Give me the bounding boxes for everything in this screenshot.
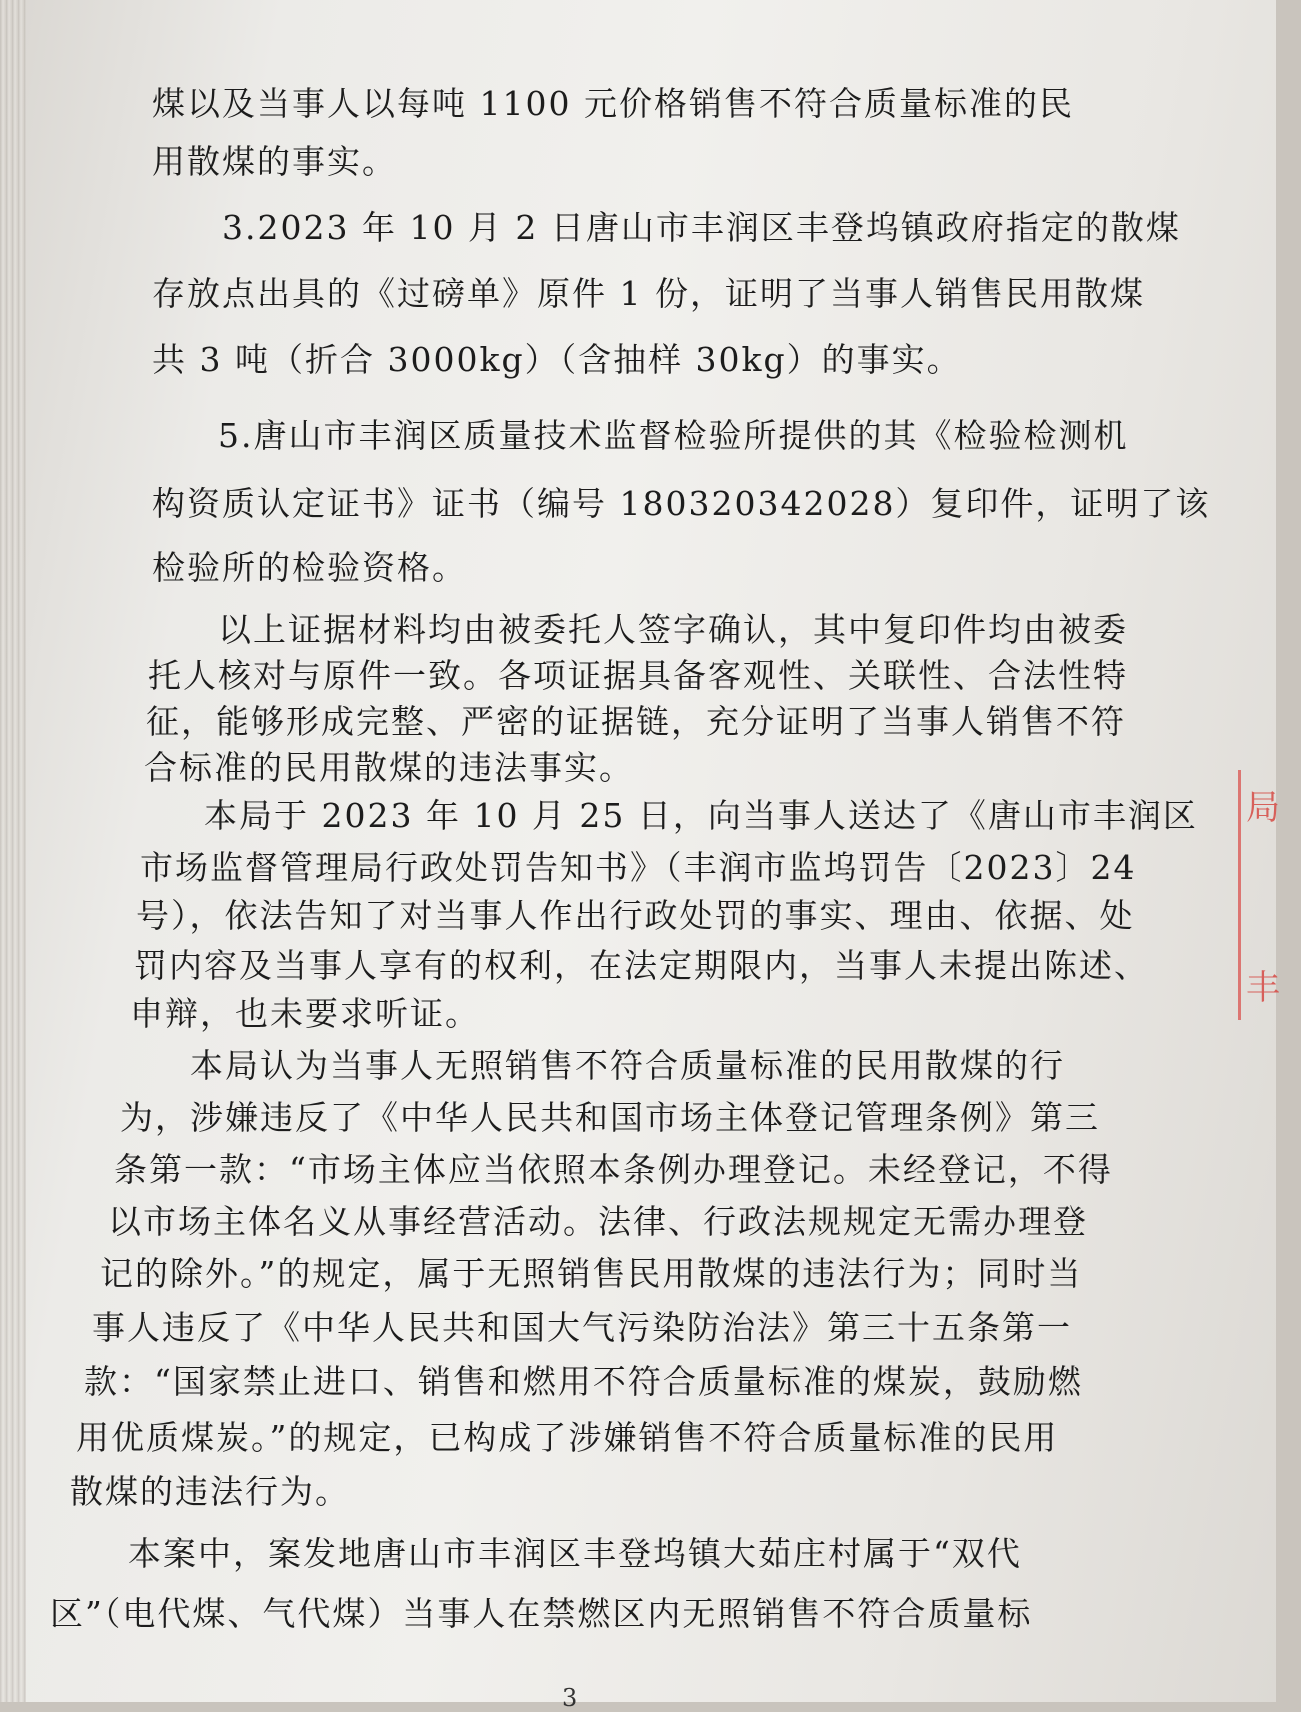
text-line: 征，能够形成完整、严密的证据链，充分证明了当事人销售不符 <box>146 702 1126 741</box>
text-line: 5.唐山市丰润区质量技术监督检验所提供的其《检验检测机 <box>218 416 1129 455</box>
text-line: 罚内容及当事人享有的权利，在法定期限内，当事人未提出陈述、 <box>134 946 1149 985</box>
page-number: 3 <box>562 1684 578 1712</box>
text-line: 散煤的违法行为。 <box>70 1472 350 1511</box>
seal-char: 局 <box>1246 788 1280 828</box>
text-line: 申辩，也未要求听证。 <box>130 994 480 1033</box>
text-line: 用散煤的事实。 <box>152 142 397 181</box>
text-line: 区”（电代煤、气代煤）当事人在禁燃区内无照销售不符合质量标 <box>50 1594 1033 1633</box>
text-line: 存放点出具的《过磅单》原件 1 份，证明了当事人销售民用散煤 <box>152 274 1145 313</box>
text-line: 号），依法告知了对当事人作出行政处罚的事实、理由、依据、处 <box>136 896 1135 935</box>
text-line: 以上证据材料均由被委托人签字确认，其中复印件均由被委 <box>218 610 1128 649</box>
text-line: 以市场主体名义从事经营活动。法律、行政法规规定无需办理登 <box>108 1202 1088 1241</box>
stacked-page-edges <box>0 0 26 1702</box>
seal-char: 丰 <box>1246 968 1280 1008</box>
text-line: 煤以及当事人以每吨 1100 元价格销售不符合质量标准的民 <box>152 84 1074 123</box>
text-line: 构资质认定证书》证书（编号 180320342028）复印件，证明了该 <box>152 484 1211 523</box>
text-line: 共 3 吨（折合 3000kg）（含抽样 30kg）的事实。 <box>152 340 962 379</box>
text-line: 托人核对与原件一致。各项证据具备客观性、关联性、合法性特 <box>148 656 1128 695</box>
text-line: 本局认为当事人无照销售不符合质量标准的民用散煤的行 <box>190 1046 1065 1085</box>
text-line: 款：“国家禁止进口、销售和燃用不符合质量标准的煤炭，鼓励燃 <box>84 1362 1083 1401</box>
text-line: 3.2023 年 10 月 2 日唐山市丰润区丰登坞镇政府指定的散煤 <box>222 208 1181 247</box>
text-line: 为，涉嫌违反了《中华人民共和国市场主体登记管理条例》第三 <box>120 1098 1100 1137</box>
text-line: 用优质煤炭。”的规定，已构成了涉嫌销售不符合质量标准的民用 <box>76 1418 1059 1457</box>
text-line: 合标准的民用散煤的违法事实。 <box>144 748 634 787</box>
text-line: 本案中，案发地唐山市丰润区丰登坞镇大茹庄村属于“双代 <box>128 1534 1022 1573</box>
text-line: 记的除外。”的规定，属于无照销售民用散煤的违法行为；同时当 <box>100 1254 1083 1293</box>
text-line: 条第一款：“市场主体应当依照本条例办理登记。未经登记，不得 <box>114 1150 1113 1189</box>
text-line: 检验所的检验资格。 <box>152 548 467 587</box>
text-line: 事人违反了《中华人民共和国大气污染防治法》第三十五条第一 <box>92 1308 1072 1347</box>
text-line: 本局于 2023 年 10 月 25 日，向当事人送达了《唐山市丰润区 <box>204 796 1198 835</box>
text-line: 市场监督管理局行政处罚告知书》（丰润市监坞罚告〔2023〕24 <box>140 848 1137 887</box>
